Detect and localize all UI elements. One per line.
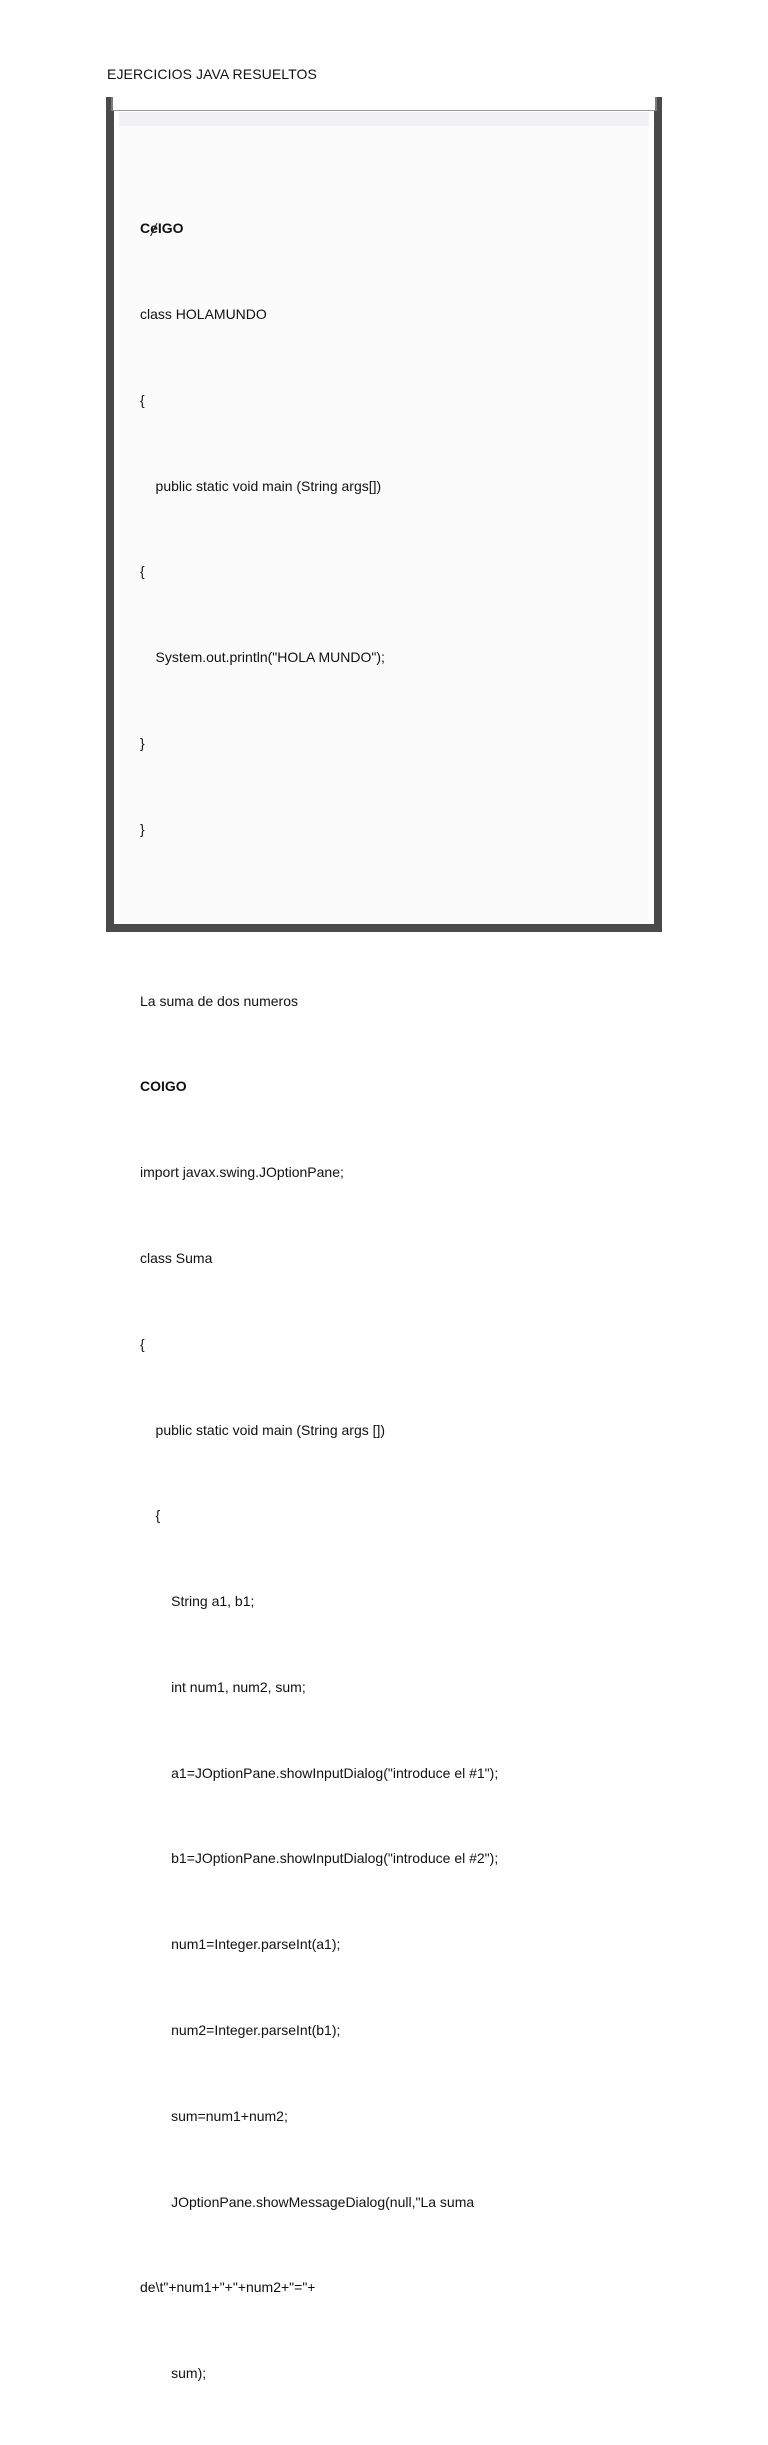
section-gap	[140, 900, 498, 929]
code-line: }	[140, 734, 145, 751]
code-line: String a1, b1;	[140, 1593, 255, 1610]
section2-title: La suma de dos numeros	[140, 992, 298, 1009]
code-line: public static void main (String args [])	[140, 1421, 386, 1438]
code-panel-content	[119, 112, 649, 2382]
code-line: System.out.println("HOLA MUNDO");	[140, 649, 385, 666]
code-line: {	[140, 563, 145, 580]
code-line: class HOLAMUNDO	[140, 305, 267, 322]
code-line: {	[140, 1507, 161, 1524]
section1-heading: CɇIGO	[140, 220, 184, 237]
code-line: de\t"+num1+"+"+num2+"="+	[140, 2279, 316, 2296]
code-line: {	[140, 1335, 145, 1352]
code-line: JOptionPane.showMessageDialog(null,"La suma	[140, 2193, 475, 2210]
code-line: sum);	[140, 2365, 207, 2382]
code-line: int num1, num2, sum;	[140, 1678, 306, 1695]
frame-top-bar	[111, 97, 657, 111]
document-title: EJERCICIOS JAVA RESUELTOS	[107, 66, 317, 82]
code-block	[140, 157, 498, 2445]
code-line: num2=Integer.parseInt(b1);	[140, 2022, 341, 2038]
code-line: sum=num1+num2;	[140, 2107, 288, 2124]
code-line: num1=Integer.parseInt(a1);	[140, 1936, 341, 1953]
code-line: }	[140, 820, 145, 837]
code-line: {	[140, 391, 145, 408]
code-line: public static void main (String args[])	[140, 477, 382, 494]
code-frame	[106, 97, 662, 2382]
code-line: import javax.swing.JOptionPane;	[140, 1164, 344, 1181]
code-panel-band	[119, 112, 649, 126]
code-line: a1=JOptionPane.showInputDialog("introduce el #1");	[140, 1764, 499, 1781]
section2-heading: COIGO	[140, 1078, 187, 1095]
code-line: class Suma	[140, 1249, 213, 1266]
code-panel	[114, 111, 654, 2382]
code-line: b1=JOptionPane.showInputDialog("introduce el #2");	[140, 1850, 499, 1867]
